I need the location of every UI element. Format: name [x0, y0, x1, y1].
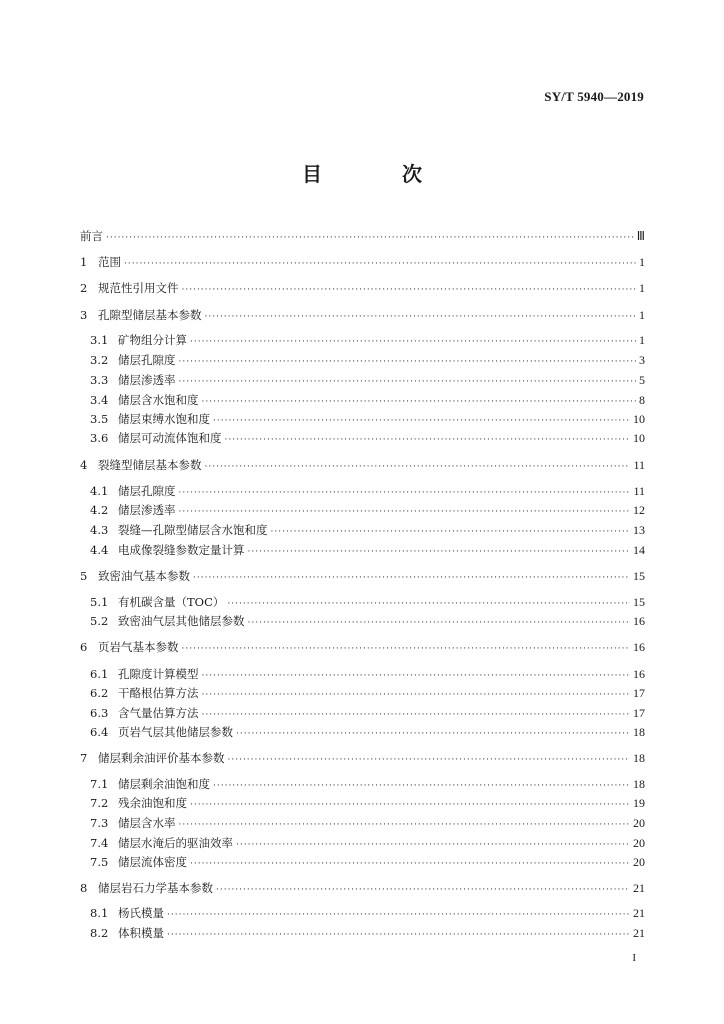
toc-entry-page: 10 [633, 412, 645, 426]
toc-leader-dots [205, 459, 631, 475]
toc-entry-page: 3 [639, 353, 645, 367]
toc-entry[interactable] [90, 594, 645, 610]
toc-entry-number: 5.2 [90, 614, 109, 628]
toc-entry[interactable] [90, 835, 645, 851]
toc-entry-label: 储层渗透率 [118, 503, 176, 517]
toc-entry-number: 5.1 [90, 595, 109, 609]
toc-entry[interactable] [90, 522, 645, 538]
toc-entry-number: 1 [80, 255, 88, 269]
toc-entry-page: 20 [633, 855, 645, 869]
toc-entry-label: 储层流体密度 [118, 855, 187, 869]
toc-entry-label: 含气量估算方法 [118, 706, 199, 720]
toc-entry-label: 致密油气基本参数 [98, 569, 190, 583]
toc-entry-page: 14 [633, 543, 645, 557]
toc-entry-label: 孔隙型储层基本参数 [98, 308, 202, 322]
toc-entry-label: 储层渗透率 [118, 373, 176, 387]
toc-entry[interactable] [80, 750, 645, 766]
toc-entry[interactable] [80, 280, 645, 296]
toc-entry[interactable] [90, 372, 645, 388]
toc-entry[interactable] [90, 392, 645, 408]
page-title: 目 次 [302, 162, 452, 186]
toc-leader-dots [190, 797, 630, 813]
toc-leader-dots [202, 668, 631, 684]
toc-entry[interactable] [90, 795, 645, 811]
toc-entry-number: 7 [80, 751, 88, 765]
toc-entry-label: 储层剩余油评价基本参数 [98, 751, 225, 765]
toc-entry[interactable] [90, 854, 645, 870]
toc-leader-dots [216, 882, 630, 898]
toc-entry[interactable] [80, 228, 645, 244]
toc-entry-number: 8.2 [90, 926, 109, 940]
toc-leader-dots [179, 485, 631, 501]
toc-entry[interactable] [80, 568, 645, 584]
toc-entry-label: 前言 [80, 229, 103, 243]
toc-leader-dots [106, 230, 634, 246]
toc-entry[interactable] [90, 815, 645, 831]
toc-entry-label: 储层含水饱和度 [118, 393, 199, 407]
toc-entry-number: 3 [80, 308, 88, 322]
toc-entry[interactable] [90, 925, 645, 941]
toc-leader-dots [167, 907, 630, 923]
toc-entry-page: 11 [633, 484, 645, 498]
toc-leader-dots [225, 432, 631, 448]
toc-entry[interactable] [90, 502, 645, 518]
toc-entry-number: 6.2 [90, 686, 109, 700]
toc-entry-page: 21 [633, 926, 645, 940]
toc-entry-page: 21 [633, 906, 645, 920]
toc-entry-number: 3.2 [90, 353, 109, 367]
toc-entry-label: 储层孔隙度 [118, 353, 176, 367]
toc-entry[interactable] [90, 542, 645, 558]
toc-entry-label: 储层含水率 [118, 816, 176, 830]
toc-entry[interactable] [90, 332, 645, 348]
toc-entry-page: 5 [639, 373, 645, 387]
toc-leader-dots [179, 504, 631, 520]
toc-entry-number: 7.4 [90, 836, 109, 850]
toc-leader-dots [182, 641, 631, 657]
toc-entry[interactable] [90, 411, 645, 427]
toc-entry-page: 19 [633, 796, 645, 810]
toc-entry-label: 规范性引用文件 [98, 281, 179, 295]
toc-entry[interactable] [80, 254, 645, 270]
toc-entry-label: 裂缝—孔隙型储层含水饱和度 [118, 523, 268, 537]
page-number: I [632, 952, 636, 964]
toc-entry-page: 1 [639, 333, 645, 347]
toc-leader-dots [124, 256, 636, 272]
toc-leader-dots [190, 856, 630, 872]
toc-entry[interactable] [80, 307, 645, 323]
toc-entry-page: 1 [639, 281, 645, 295]
toc-entry-page: 18 [633, 777, 645, 791]
toc-entry-number: 7.3 [90, 816, 109, 830]
toc-entry[interactable] [90, 776, 645, 792]
toc-entry-page: 15 [633, 569, 645, 583]
toc-entry-number: 4.4 [90, 543, 109, 557]
toc-leader-dots [167, 927, 630, 943]
toc-entry[interactable] [90, 905, 645, 921]
toc-leader-dots [182, 282, 637, 298]
toc-entry-number: 3.5 [90, 412, 109, 426]
toc-entry-page: 11 [633, 458, 645, 472]
toc-entry-label: 储层剩余油饱和度 [118, 777, 210, 791]
toc-entry-label: 储层束缚水饱和度 [118, 412, 210, 426]
toc-entry-number: 6.3 [90, 706, 109, 720]
toc-leader-dots [236, 837, 630, 853]
toc-leader-dots [179, 374, 637, 390]
toc-entry-page: 15 [633, 595, 645, 609]
toc-leader-dots [236, 726, 630, 742]
toc-leader-dots [228, 752, 631, 768]
toc-entry[interactable] [90, 352, 645, 368]
toc-entry-page: 18 [633, 725, 645, 739]
toc-entry-number: 8.1 [90, 906, 109, 920]
toc-entry-page: 20 [633, 836, 645, 850]
toc-entry-page: 20 [633, 816, 645, 830]
toc-entry-label: 体积模量 [118, 926, 164, 940]
toc-leader-dots [190, 334, 636, 350]
toc-entry[interactable] [90, 483, 645, 499]
toc-entry-label: 储层孔隙度 [118, 484, 176, 498]
toc-entry-label: 干酪根估算方法 [118, 686, 199, 700]
toc-entry-number: 3.1 [90, 333, 109, 347]
toc-entry-page: 16 [633, 640, 645, 654]
toc-entry-label: 范围 [98, 255, 121, 269]
toc-entry-number: 4.1 [90, 484, 109, 498]
toc-entry-number: 6 [80, 640, 88, 654]
toc-entry[interactable] [90, 666, 645, 682]
toc-entry-label: 有机碳含量（TOC） [118, 595, 225, 609]
toc-entry-label: 孔隙度计算模型 [118, 667, 199, 681]
toc-leader-dots [202, 707, 631, 723]
toc-entry-number: 3.4 [90, 393, 109, 407]
toc-entry[interactable] [80, 457, 645, 473]
toc-entry[interactable] [80, 880, 645, 896]
toc-leader-dots [248, 615, 631, 631]
toc-entry-page: 10 [633, 431, 645, 445]
toc-leader-dots [202, 394, 637, 410]
toc-entry-number: 3.3 [90, 373, 109, 387]
toc-leader-dots [193, 570, 630, 586]
toc-entry-number: 2 [80, 281, 88, 295]
toc-entry-label: 残余油饱和度 [118, 796, 187, 810]
toc-entry-page: 17 [633, 686, 645, 700]
toc-entry-label: 杨氏模量 [118, 906, 164, 920]
toc-entry-label: 储层岩石力学基本参数 [98, 881, 213, 895]
toc-entry-number: 4.2 [90, 503, 109, 517]
toc-entry-label: 页岩气基本参数 [98, 640, 179, 654]
toc-entry[interactable] [90, 613, 645, 629]
toc-leader-dots [227, 596, 630, 612]
toc-entry-label: 裂缝型储层基本参数 [98, 458, 202, 472]
toc-leader-dots [179, 817, 631, 833]
toc-leader-dots [202, 687, 631, 703]
toc-entry-number: 7.1 [90, 777, 109, 791]
toc-entry-number: 5 [80, 569, 88, 583]
toc-entry[interactable] [90, 705, 645, 721]
toc-entry-label: 储层水淹后的驱油效率 [118, 836, 233, 850]
toc-entry-page: 21 [633, 881, 645, 895]
toc-entry-number: 3.6 [90, 431, 109, 445]
toc-leader-dots [271, 524, 631, 540]
toc-leader-dots [205, 309, 637, 325]
toc-entry-page: 13 [633, 523, 645, 537]
toc-entry[interactable] [90, 430, 645, 446]
toc-entry-number: 4.3 [90, 523, 109, 537]
toc-entry-page: 18 [633, 751, 645, 765]
toc-entry[interactable] [80, 639, 645, 655]
toc-entry-label: 电成像裂缝参数定量计算 [118, 543, 245, 557]
toc-entry-number: 6.1 [90, 667, 109, 681]
toc-entry-label: 页岩气层其他储层参数 [118, 725, 233, 739]
toc-leader-dots [213, 413, 630, 429]
toc-leader-dots [213, 778, 630, 794]
toc-entry[interactable] [90, 724, 645, 740]
toc-leader-dots [179, 354, 637, 370]
toc-entry-page: 8 [639, 393, 645, 407]
toc-entry-label: 致密油气层其他储层参数 [118, 614, 245, 628]
toc-entry[interactable] [90, 685, 645, 701]
toc-entry-number: 6.4 [90, 725, 109, 739]
toc-entry-page: 16 [633, 667, 645, 681]
toc-entry-page: 17 [633, 706, 645, 720]
toc-entry-page: 1 [639, 255, 645, 269]
toc-leader-dots [248, 544, 631, 560]
toc-entry-page: 16 [633, 614, 645, 628]
toc-entry-page: 1 [639, 308, 645, 322]
toc-entry-label: 矿物组分计算 [118, 333, 187, 347]
toc-entry-number: 4 [80, 458, 88, 472]
standard-code: SY/T 5940—2019 [544, 89, 644, 104]
toc-entry-page: Ⅲ [636, 229, 645, 243]
toc-entry-page: 12 [633, 503, 645, 517]
toc-entry-number: 7.5 [90, 855, 109, 869]
toc-entry-label: 储层可动流体饱和度 [118, 431, 222, 445]
toc-entry-number: 7.2 [90, 796, 109, 810]
toc-entry-number: 8 [80, 881, 88, 895]
